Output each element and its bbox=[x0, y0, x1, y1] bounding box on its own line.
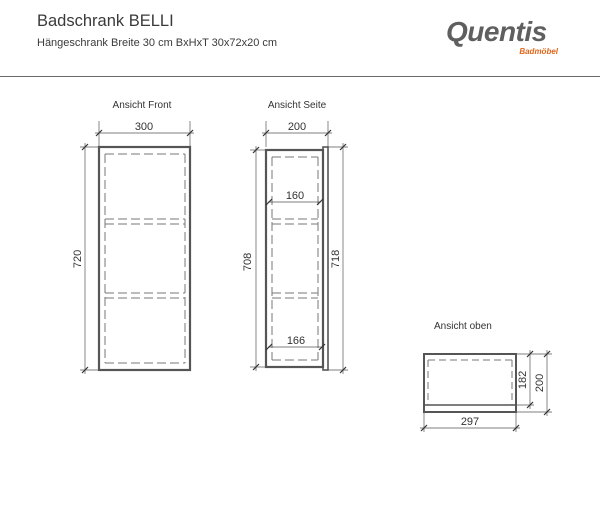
top-inner-depth-dimension bbox=[516, 350, 534, 409]
side-outer-height-value: 718 bbox=[330, 249, 342, 269]
brand-logo-wordmark: Quentis bbox=[446, 16, 547, 47]
front-width-dimension bbox=[95, 121, 194, 147]
top-view-label: Ansicht oben bbox=[434, 321, 492, 332]
side-outer-height-dimension bbox=[328, 143, 348, 374]
front-height-dimension bbox=[72, 143, 99, 374]
brand-logo-tagline: Badmöbel bbox=[519, 47, 558, 56]
page-title: Badschrank BELLI bbox=[37, 12, 174, 30]
side-inner-bottom-value: 166 bbox=[286, 335, 306, 347]
top-width-dimension bbox=[420, 412, 520, 432]
top-inner-depth-value: 182 bbox=[517, 370, 529, 390]
side-inner-bottom-dimension bbox=[266, 335, 325, 350]
side-inner-height-value: 708 bbox=[242, 252, 254, 272]
page-subtitle: Hängeschrank Breite 30 cm BxHxT 30x72x20 cm bbox=[37, 37, 278, 49]
top-width-value: 297 bbox=[460, 416, 480, 428]
top-outer-depth-value: 200 bbox=[534, 373, 546, 393]
side-inner-top-value: 160 bbox=[285, 190, 305, 202]
front-cabinet-outline bbox=[99, 147, 190, 370]
side-inner-top-dimension bbox=[266, 190, 323, 205]
side-depth-value: 200 bbox=[287, 121, 307, 133]
side-inner-height-dimension bbox=[242, 146, 266, 371]
front-height-value: 720 bbox=[72, 249, 84, 269]
front-view-label: Ansicht Front bbox=[112, 100, 172, 111]
side-depth-dimension bbox=[262, 121, 332, 147]
front-width-value: 300 bbox=[134, 121, 154, 133]
side-view-label: Ansicht Seite bbox=[267, 100, 327, 111]
top-cabinet-outline bbox=[424, 354, 516, 412]
